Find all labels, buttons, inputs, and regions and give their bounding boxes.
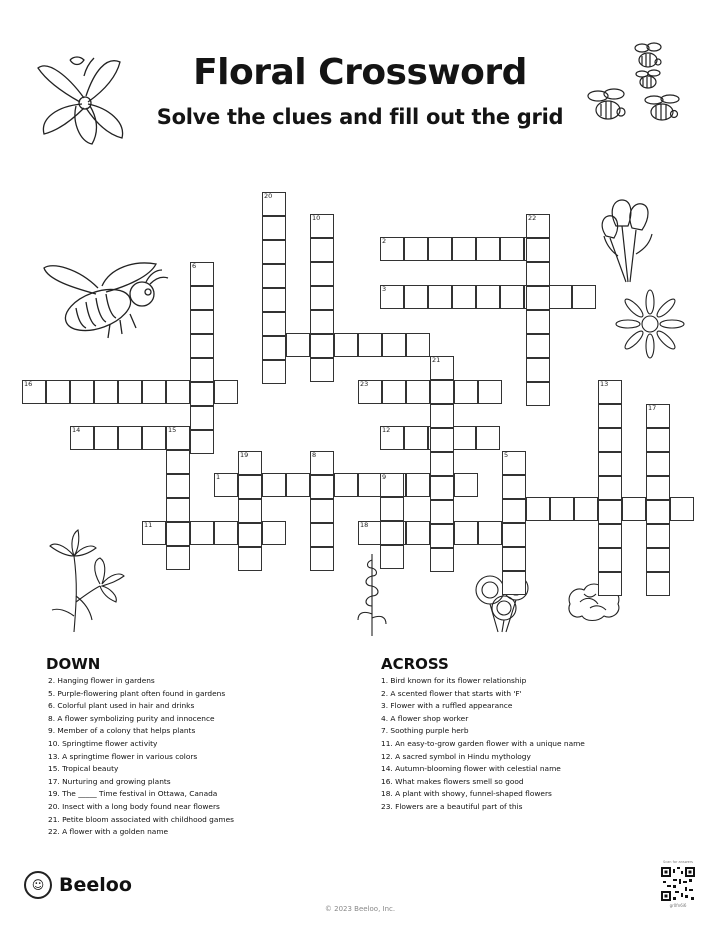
grid-cell[interactable] (526, 286, 550, 310)
grid-cell[interactable] (46, 380, 70, 404)
grid-cell[interactable] (572, 285, 596, 309)
grid-cell[interactable] (382, 333, 406, 357)
clue-number: 10 (312, 214, 321, 222)
grid-cell[interactable] (598, 572, 622, 596)
grid-cell[interactable] (238, 499, 262, 523)
grid-cell[interactable] (238, 523, 262, 547)
grid-cell[interactable] (310, 475, 334, 499)
grid-cell[interactable] (548, 285, 572, 309)
across-clue-list (381, 675, 585, 814)
grid-cell[interactable] (142, 380, 166, 404)
across-clue: 16. What makes flowers smell so good (381, 776, 524, 786)
grid-cell[interactable] (380, 426, 404, 450)
bee-icon (38, 258, 170, 348)
clue-number: 19 (240, 451, 249, 459)
across-heading: ACROSS (381, 655, 449, 673)
grid-cell[interactable] (502, 547, 526, 571)
grid-cell[interactable] (404, 237, 428, 261)
grid-cell[interactable] (166, 474, 190, 498)
grid-cell[interactable] (310, 286, 334, 310)
page-subtitle: Solve the clues and fill out the grid (156, 105, 564, 129)
down-clue-list (48, 675, 234, 839)
grid-cell[interactable] (286, 333, 310, 357)
qr-code-label: gr0fn6i6 (669, 903, 687, 908)
grid-cell[interactable] (406, 380, 430, 404)
grid-cell[interactable] (262, 192, 286, 216)
grid-cell[interactable] (598, 380, 622, 404)
grid-cell[interactable] (430, 524, 454, 548)
grid-cell[interactable] (358, 473, 382, 497)
grid-cell[interactable] (262, 240, 286, 264)
bee-logo-icon: ☺ (24, 871, 52, 899)
down-clue: 10. Springtime flower activity (48, 738, 158, 748)
grid-cell[interactable] (406, 521, 430, 545)
grid-cell[interactable] (166, 450, 190, 474)
grid-cell[interactable] (142, 426, 166, 450)
bees-cluster-icon (582, 38, 692, 138)
grid-cell[interactable] (22, 380, 46, 404)
across-clue: 4. A flower shop worker (381, 713, 469, 723)
grid-cell[interactable] (238, 451, 262, 475)
grid-cell[interactable] (380, 285, 404, 309)
grid-cell[interactable] (166, 426, 190, 450)
grid-cell[interactable] (358, 521, 382, 545)
clue-number: 18 (360, 521, 369, 529)
clue-number: 12 (382, 426, 391, 434)
clue-number: 17 (648, 404, 657, 412)
clue-number: 11 (144, 521, 153, 529)
grid-cell[interactable] (406, 473, 430, 497)
grid-cell[interactable] (142, 521, 166, 545)
grid-cell[interactable] (500, 237, 524, 261)
grid-cell[interactable] (502, 499, 526, 523)
grid-cell[interactable] (598, 452, 622, 476)
grid-cell[interactable] (526, 262, 550, 286)
grid-cell[interactable] (526, 310, 550, 334)
grid-cell[interactable] (214, 380, 238, 404)
grid-cell[interactable] (262, 264, 286, 288)
grid-cell[interactable] (310, 334, 334, 358)
grid-cell[interactable] (476, 237, 500, 261)
grid-cell[interactable] (190, 286, 214, 310)
grid-cell[interactable] (502, 571, 526, 595)
grid-cell[interactable] (454, 380, 478, 404)
brand-logo[interactable] (24, 871, 132, 899)
grid-cell[interactable] (574, 497, 598, 521)
grid-cell[interactable] (646, 500, 670, 524)
across-clue: 11. An easy-to-grow garden flower with a unique name (381, 738, 585, 748)
grid-cell[interactable] (430, 428, 454, 452)
grid-cell[interactable] (646, 524, 670, 548)
clue-number: 2 (382, 237, 387, 245)
qr-caption: Scan for answers (662, 860, 693, 864)
grid-cell[interactable] (622, 497, 646, 521)
clue-number: 5 (504, 451, 509, 459)
brand-name: Beeloo (59, 874, 132, 896)
grid-cell[interactable] (646, 404, 670, 428)
grid-cell[interactable] (526, 382, 550, 406)
grid-cell[interactable] (358, 380, 382, 404)
grid-cell[interactable] (406, 333, 430, 357)
clue-number: 3 (382, 285, 387, 293)
page-title: Floral Crossword (193, 52, 527, 93)
grid-cell[interactable] (334, 333, 358, 357)
lily-icon (44, 526, 132, 634)
grid-cell[interactable] (598, 404, 622, 428)
grid-cell[interactable] (598, 500, 622, 524)
clue-number: 23 (360, 380, 369, 388)
grid-cell[interactable] (646, 428, 670, 452)
grid-cell[interactable] (262, 312, 286, 336)
grid-cell[interactable] (526, 497, 550, 521)
grid-cell[interactable] (190, 406, 214, 430)
grid-cell[interactable] (310, 358, 334, 382)
grid-cell[interactable] (428, 237, 452, 261)
down-clue: 8. A flower symbolizing purity and innocence (48, 713, 215, 723)
grid-cell[interactable] (430, 356, 454, 380)
across-clue: 14. Autumn-blooming flower with celestial name (381, 764, 561, 774)
grid-cell[interactable] (502, 451, 526, 475)
grid-cell[interactable] (454, 473, 478, 497)
grid-cell[interactable] (430, 404, 454, 428)
grid-cell[interactable] (598, 548, 622, 572)
copyright: © 2023 Beeloo, Inc. (324, 905, 396, 913)
grid-cell[interactable] (70, 426, 94, 450)
clue-number: 1 (216, 473, 221, 481)
grid-cell[interactable] (190, 521, 214, 545)
grid-cell[interactable] (598, 524, 622, 548)
grid-cell[interactable] (476, 285, 500, 309)
grid-cell[interactable] (310, 451, 334, 475)
grid-cell[interactable] (670, 497, 694, 521)
grid-cell[interactable] (502, 523, 526, 547)
daisy-icon (612, 286, 688, 366)
grid-cell[interactable] (430, 548, 454, 572)
down-clue: 5. Purple-flowering plant often found in gardens (48, 688, 226, 698)
grid-cell[interactable] (166, 498, 190, 522)
clue-number: 20 (264, 192, 273, 200)
clue-number: 21 (432, 356, 441, 364)
grid-cell[interactable] (382, 380, 406, 404)
grid-cell[interactable] (94, 380, 118, 404)
across-clue: 23. Flowers are a beautiful part of this (381, 801, 523, 811)
grid-cell[interactable] (238, 547, 262, 571)
grid-cell[interactable] (310, 499, 334, 523)
down-clue: 17. Nurturing and growing plants (48, 776, 171, 786)
grid-cell[interactable] (428, 285, 452, 309)
grid-cell[interactable] (310, 547, 334, 571)
clue-number: 13 (600, 380, 609, 388)
grid-cell[interactable] (166, 522, 190, 546)
grid-cell[interactable] (310, 262, 334, 286)
grid-cell[interactable] (646, 572, 670, 596)
clue-number: 15 (168, 426, 177, 434)
grid-cell[interactable] (190, 430, 214, 454)
grid-cell[interactable] (430, 476, 454, 500)
grid-cell[interactable] (262, 521, 286, 545)
down-clue: 9. Member of a colony that helps plants (48, 726, 196, 736)
grid-cell[interactable] (598, 428, 622, 452)
grid-cell[interactable] (310, 238, 334, 262)
down-clue: 2. Hanging flower in gardens (48, 676, 155, 685)
down-clue: 13. A springtime flower in various colors (48, 751, 198, 761)
grid-cell[interactable] (166, 546, 190, 570)
down-clue: 15. Tropical beauty (48, 764, 119, 774)
clue-number: 14 (72, 426, 81, 434)
grid-cell[interactable] (380, 545, 404, 569)
grid-cell[interactable] (380, 237, 404, 261)
grid-cell[interactable] (430, 500, 454, 524)
grid-cell[interactable] (380, 521, 404, 545)
grid-cell[interactable] (452, 426, 476, 450)
grid-cell[interactable] (454, 521, 478, 545)
down-clue: 22. A flower with a golden name (48, 827, 169, 837)
grid-cell[interactable] (190, 358, 214, 382)
clue-number: 8 (312, 451, 317, 459)
grid-cell[interactable] (262, 360, 286, 384)
grid-cell[interactable] (262, 336, 286, 360)
clue-number: 22 (528, 214, 537, 222)
grid-cell[interactable] (478, 380, 502, 404)
clue-number: 9 (382, 473, 387, 481)
grid-cell[interactable] (118, 426, 142, 450)
grid-cell[interactable] (452, 237, 476, 261)
down-clue: 6. Colorful plant used in hair and drinks (48, 701, 195, 711)
grid-cell[interactable] (190, 310, 214, 334)
across-clue: 7. Soothing purple herb (381, 726, 469, 736)
grid-cell[interactable] (190, 382, 214, 406)
tulip-bouquet-icon (596, 196, 660, 286)
across-clue: 18. A plant with showy, funnel-shaped flowers (381, 789, 552, 799)
grid-cell[interactable] (70, 380, 94, 404)
grid-cell[interactable] (646, 548, 670, 572)
orchid-flower-icon (28, 46, 140, 150)
grid-cell[interactable] (118, 380, 142, 404)
down-clue: 19. The _____ Time festival in Ottawa, Canada (48, 789, 218, 799)
grid-cell[interactable] (262, 473, 286, 497)
grid-cell[interactable] (526, 238, 550, 262)
grid-cell[interactable] (262, 216, 286, 240)
grid-cell[interactable] (430, 380, 454, 404)
grid-cell[interactable] (310, 523, 334, 547)
grid-cell[interactable] (166, 380, 190, 404)
grid-cell[interactable] (214, 473, 238, 497)
across-clue: 1. Bird known for its flower relationship (381, 676, 527, 685)
grid-cell[interactable] (238, 475, 262, 499)
grid-cell[interactable] (502, 475, 526, 499)
grid-cell[interactable] (476, 426, 500, 450)
down-clue: 20. Insect with a long body found near flowers (48, 801, 220, 811)
grid-cell[interactable] (286, 473, 310, 497)
grid-cell[interactable] (190, 334, 214, 358)
grid-cell[interactable] (310, 214, 334, 238)
across-clue: 12. A sacred symbol in Hindu mythology (381, 751, 531, 761)
grid-cell[interactable] (598, 476, 622, 500)
grid-cell[interactable] (646, 452, 670, 476)
clue-number: 16 (24, 380, 33, 388)
grid-cell[interactable] (214, 521, 238, 545)
grid-cell[interactable] (430, 452, 454, 476)
grid-cell[interactable] (358, 333, 382, 357)
grid-cell[interactable] (500, 285, 524, 309)
across-clue: 3. Flower with a ruffled appearance (381, 701, 513, 711)
grid-cell[interactable] (262, 288, 286, 312)
grid-cell[interactable] (526, 358, 550, 382)
grid-cell[interactable] (646, 476, 670, 500)
grid-cell[interactable] (526, 334, 550, 358)
grid-cell[interactable] (526, 214, 550, 238)
grid-cell[interactable] (478, 521, 502, 545)
across-clue: 2. A scented flower that starts with 'F' (381, 688, 522, 698)
down-clue: 21. Petite bloom associated with childhood games (48, 814, 234, 824)
down-heading: DOWN (46, 655, 101, 673)
grid-cell[interactable] (404, 426, 428, 450)
grid-cell[interactable] (94, 426, 118, 450)
grid-cell[interactable] (334, 473, 358, 497)
grid-cell[interactable] (310, 310, 334, 334)
grid-cell[interactable] (452, 285, 476, 309)
clue-number: 6 (192, 262, 197, 270)
grid-cell[interactable] (190, 262, 214, 286)
qr-code-icon[interactable] (661, 867, 695, 901)
grid-cell[interactable] (404, 285, 428, 309)
grid-cell[interactable] (380, 497, 404, 521)
grid-cell[interactable] (550, 497, 574, 521)
grid-cell[interactable] (380, 473, 404, 497)
